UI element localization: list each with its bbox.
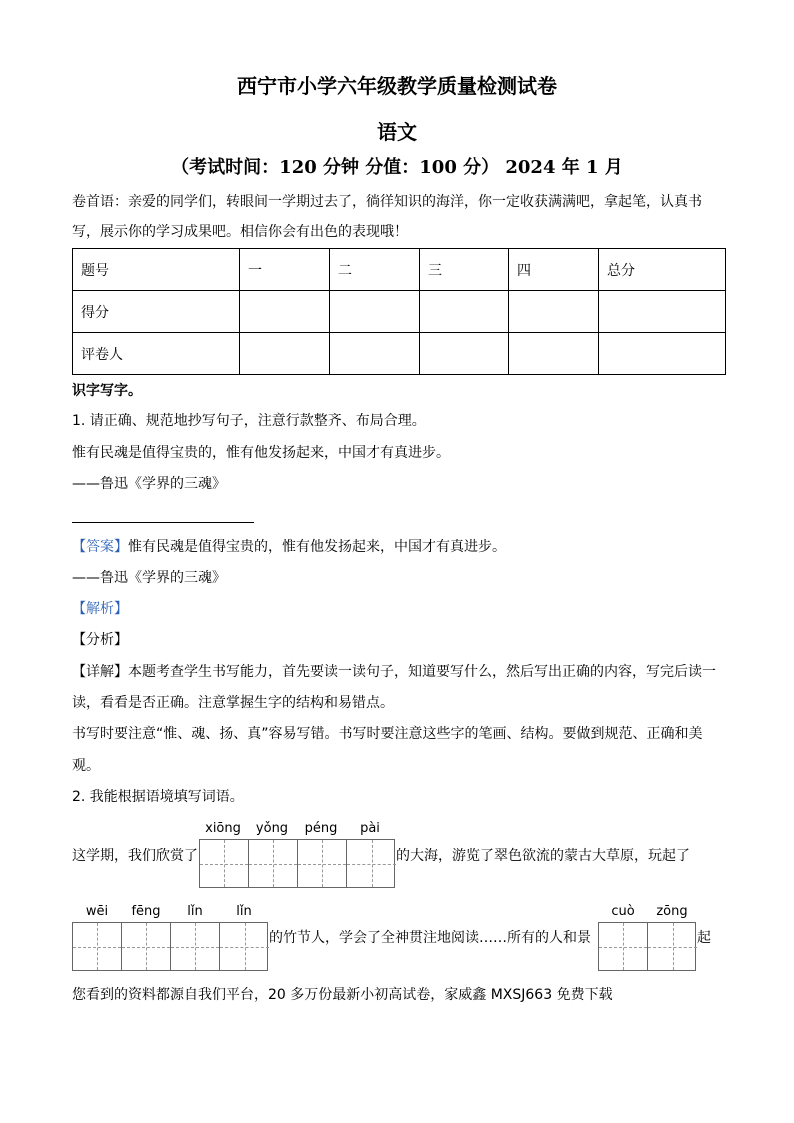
pinyin: péng	[304, 821, 338, 836]
intro-line-1: 卷首语：亲爱的同学们，转眼间一学期过去了，徜徉知识的海洋，你一定收获满满吧，拿起笔，认真书	[72, 194, 702, 210]
q2-text-1b: 的大海，游览了翠色欲流的蒙古大草原，玩起了	[396, 848, 690, 864]
answer-source: ——鲁迅《学界的三魂》	[72, 570, 226, 586]
grid-cell[interactable]	[220, 923, 269, 970]
score-input-cell[interactable]	[240, 291, 330, 333]
table-cell: 得分	[73, 291, 240, 333]
grid-cell[interactable]	[122, 923, 171, 970]
table-cell: 二	[330, 249, 420, 291]
score-table	[72, 248, 726, 375]
detail-line-3: 书写时要注意“惟、魂、扬、真”容易写错。书写时要注意这些字的笔画、结构。要做到规范、正确和美	[72, 726, 703, 742]
score-input-cell[interactable]	[420, 291, 509, 333]
pinyin: zōng	[656, 904, 688, 919]
grid-cell[interactable]	[249, 840, 298, 887]
grid-cell[interactable]	[599, 923, 648, 970]
score-input-cell[interactable]	[330, 291, 420, 333]
grader-input-cell[interactable]	[240, 333, 330, 375]
pinyin: lǐn	[187, 904, 203, 919]
section-heading: 识字写字。	[72, 383, 142, 399]
pinyin: xiōng	[205, 821, 241, 836]
q2-text-2b: 起	[697, 930, 711, 946]
table-row	[73, 249, 726, 291]
score-input-cell[interactable]	[509, 291, 599, 333]
answer-line[interactable]	[72, 522, 254, 523]
grader-input-cell[interactable]	[509, 333, 599, 375]
grid-cell[interactable]	[73, 923, 122, 970]
grid-cell[interactable]	[298, 840, 347, 887]
q2-text-2a: 的竹节人，学会了全神贯注地阅读……所有的人和景	[269, 930, 591, 946]
table-cell: 总分	[599, 249, 726, 291]
answer-tag: 【答案】	[72, 539, 128, 555]
grid-cell[interactable]	[200, 840, 249, 887]
q1-answer-line	[72, 537, 506, 557]
subject-title: 语文	[377, 120, 417, 144]
table-cell: 一	[240, 249, 330, 291]
detail-tag: 【详解】	[72, 664, 128, 680]
table-cell: 题号	[73, 249, 240, 291]
answer-text: 惟有民魂是值得宝贵的，惟有他发扬起来，中国才有真进步。	[128, 539, 506, 555]
pinyin: pài	[360, 821, 380, 836]
q1-sentence: 惟有民魂是值得宝贵的，惟有他发扬起来，中国才有真进步。	[72, 445, 450, 461]
pinyin: lǐn	[236, 904, 252, 919]
detail-line-2: 读，看看是否正确。注意掌握生字的结构和易错点。	[72, 695, 394, 711]
table-cell: 四	[509, 249, 599, 291]
grid-cell[interactable]	[347, 840, 396, 887]
grader-input-cell[interactable]	[420, 333, 509, 375]
detail-text: 本题考查学生书写能力，首先要读一读句子，知道要写什么，然后写出正确的内容，写完后读一	[128, 664, 716, 680]
score-input-cell[interactable]	[599, 291, 726, 333]
exam-title: 西宁市小学六年级教学质量检测试卷	[237, 74, 557, 98]
detail-line-4: 观。	[72, 758, 100, 774]
fenxi-tag: 【分析】	[72, 632, 128, 648]
grid-cell[interactable]	[171, 923, 220, 970]
writing-grid[interactable]	[199, 839, 395, 888]
grid-cell[interactable]	[648, 923, 697, 970]
q2-text-1a: 这学期，我们欣赏了	[72, 848, 198, 864]
writing-grid[interactable]	[598, 922, 696, 971]
q1-prompt: 1. 请正确、规范地抄写句子，注意行款整齐、布局合理。	[72, 413, 426, 429]
intro-line-2: 写，展示你的学习成果吧。相信你会有出色的表现哦！	[72, 224, 408, 240]
pinyin: yǒng	[255, 821, 289, 836]
table-cell: 评卷人	[73, 333, 240, 375]
detail-line-1	[72, 662, 716, 682]
grader-input-cell[interactable]	[330, 333, 420, 375]
table-row	[73, 333, 726, 375]
footer-note: 您看到的资料都源自我们平台，20 多万份最新小初高试卷，家威鑫 MXSJ663 免费下载	[72, 987, 613, 1003]
pinyin: wēi	[85, 904, 109, 919]
q1-source: ——鲁迅《学界的三魂》	[72, 476, 226, 492]
pinyin: fēng	[131, 904, 161, 919]
q2-prompt: 2. 我能根据语境填写词语。	[72, 789, 244, 805]
grader-input-cell[interactable]	[599, 333, 726, 375]
table-row	[73, 291, 726, 333]
writing-grid[interactable]	[72, 922, 268, 971]
exam-info: （考试时间：120 分钟 分值：100 分） 2024 年 1 月	[171, 157, 623, 178]
analysis-tag: 【解析】	[72, 601, 128, 617]
table-cell: 三	[420, 249, 509, 291]
pinyin: cuò	[611, 904, 635, 919]
